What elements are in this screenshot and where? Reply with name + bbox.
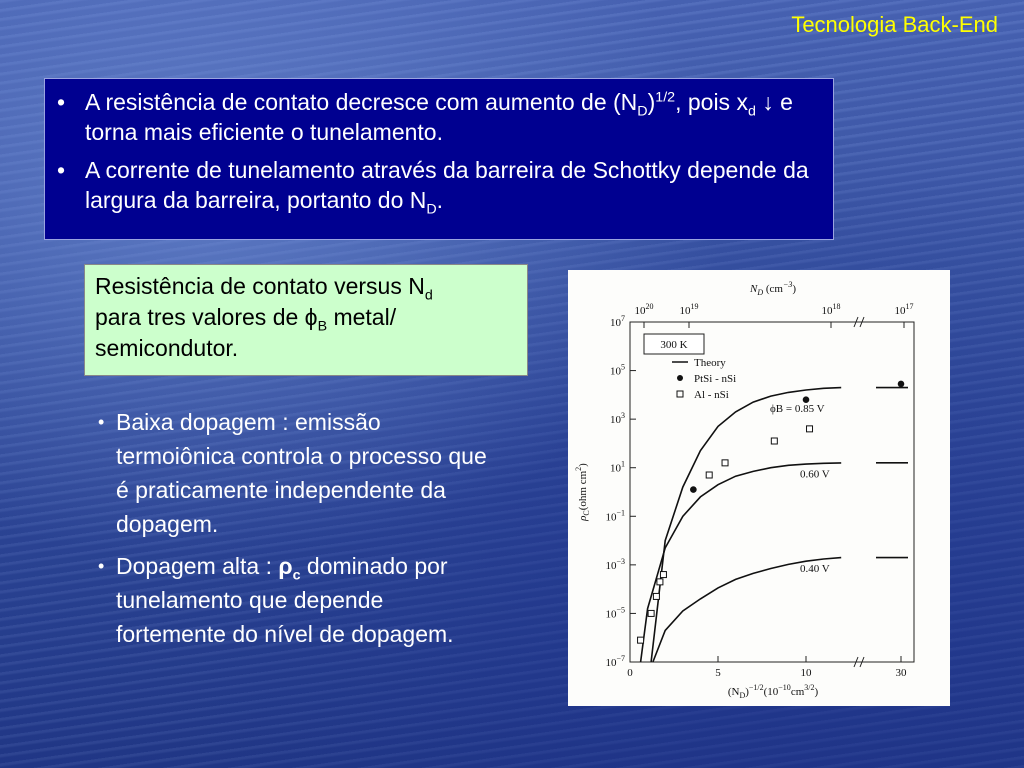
y-tick-label: $10^{-7}$ [605, 654, 625, 669]
top-tick-label: $10^{18}$ [821, 302, 841, 317]
summary-bullet-2: • A corrente de tunelamento através da barreira de Schottky depende da largura da barreira, portanto do $N_D$. [57, 157, 809, 218]
y-tick-label: $10^1$ [610, 459, 625, 475]
y-tick-label: $10^5$ [610, 362, 625, 378]
legend-ptsi: PtSi - nSi [694, 373, 737, 385]
al-data-point [807, 426, 813, 432]
y-tick-label: $10^{-3}$ [605, 556, 625, 572]
caption-box: Resistência de contato versus $N_d$ para tres valores de $\phi_B$ metal/ semicondutor. [84, 264, 528, 376]
note-high-doping: • Dopagem alta : $\rho_c$ dominado por tunelamento que depende fortemente do nível de dopagem. [98, 549, 498, 651]
phi-symbol: ϕ [304, 304, 318, 330]
temp-annotation: 300 K [660, 339, 688, 351]
summary-bullet-1: • A resistência de contato decresce com aumento de $(N_D)^{1/2}$, pois $x_d$ ↓ e torna mais eficiente o tunelamento. [57, 89, 793, 145]
al-data-point [657, 579, 663, 585]
x-axis-label: $(N_D)^{-1/2}(10^{-10}cm^{3/2})$ [727, 683, 819, 700]
al-data-point [660, 572, 666, 578]
rho-symbol: ρ [278, 553, 293, 579]
al-data-point [706, 472, 712, 478]
al-data-point [638, 637, 644, 643]
doping-notes [98, 405, 498, 659]
top-tick-label: $10^{17}$ [894, 302, 914, 317]
curve-label: 0.40 V [800, 563, 830, 576]
x-tick-label: 0 [627, 667, 633, 679]
plot-frame [630, 322, 914, 662]
summary-box [44, 78, 834, 240]
x-tick-label: 10 [800, 667, 812, 679]
y-axis-label: $\rho_C(ohm$ $cm^2$) [574, 463, 591, 521]
x-tick-label: 30 [895, 667, 907, 679]
bullet-icon: • [98, 556, 105, 576]
legend-al: Al - nSi [694, 389, 729, 401]
top-tick-label: $10^{20}$ [634, 302, 654, 317]
legend-theory: Theory [694, 357, 726, 369]
legend-ptsi-marker [677, 375, 683, 381]
al-data-point [648, 610, 654, 616]
contact-resistance-figure [568, 270, 950, 706]
ptsi-data-point [898, 381, 905, 388]
down-arrow-icon: ↓ [762, 89, 774, 115]
ptsi-data-point [690, 486, 697, 493]
y-tick-label: $10^7$ [610, 314, 625, 329]
y-tick-label: $10^3$ [610, 411, 625, 427]
note-low-doping: • Baixa dopagem : emissão termoiônica controla o processo que é praticamente independente da dopagem. [98, 405, 498, 541]
bullet-icon: • [57, 89, 66, 115]
y-tick-label: $10^{-5}$ [605, 605, 625, 621]
curve-label: ϕB = 0.85 V [770, 402, 825, 415]
al-data-point [771, 438, 777, 444]
legend-al-marker [677, 391, 683, 397]
ptsi-data-point [803, 396, 810, 403]
top-tick-label: $10^{19}$ [679, 302, 699, 317]
curve-label: 0.60 V [800, 468, 830, 481]
bullet-icon: • [98, 412, 105, 432]
y-tick-label: $10^{-1}$ [605, 508, 625, 524]
slide-title: Tecnologia Back-End [791, 12, 998, 37]
al-data-point [722, 460, 728, 466]
x-tick-label: 5 [715, 667, 721, 679]
contact-resistance-chart [568, 270, 950, 706]
bullet-icon: • [57, 157, 66, 183]
top-axis-label: $N_D$ $(cm^{-3})$ [749, 280, 797, 297]
al-data-point [653, 593, 659, 599]
